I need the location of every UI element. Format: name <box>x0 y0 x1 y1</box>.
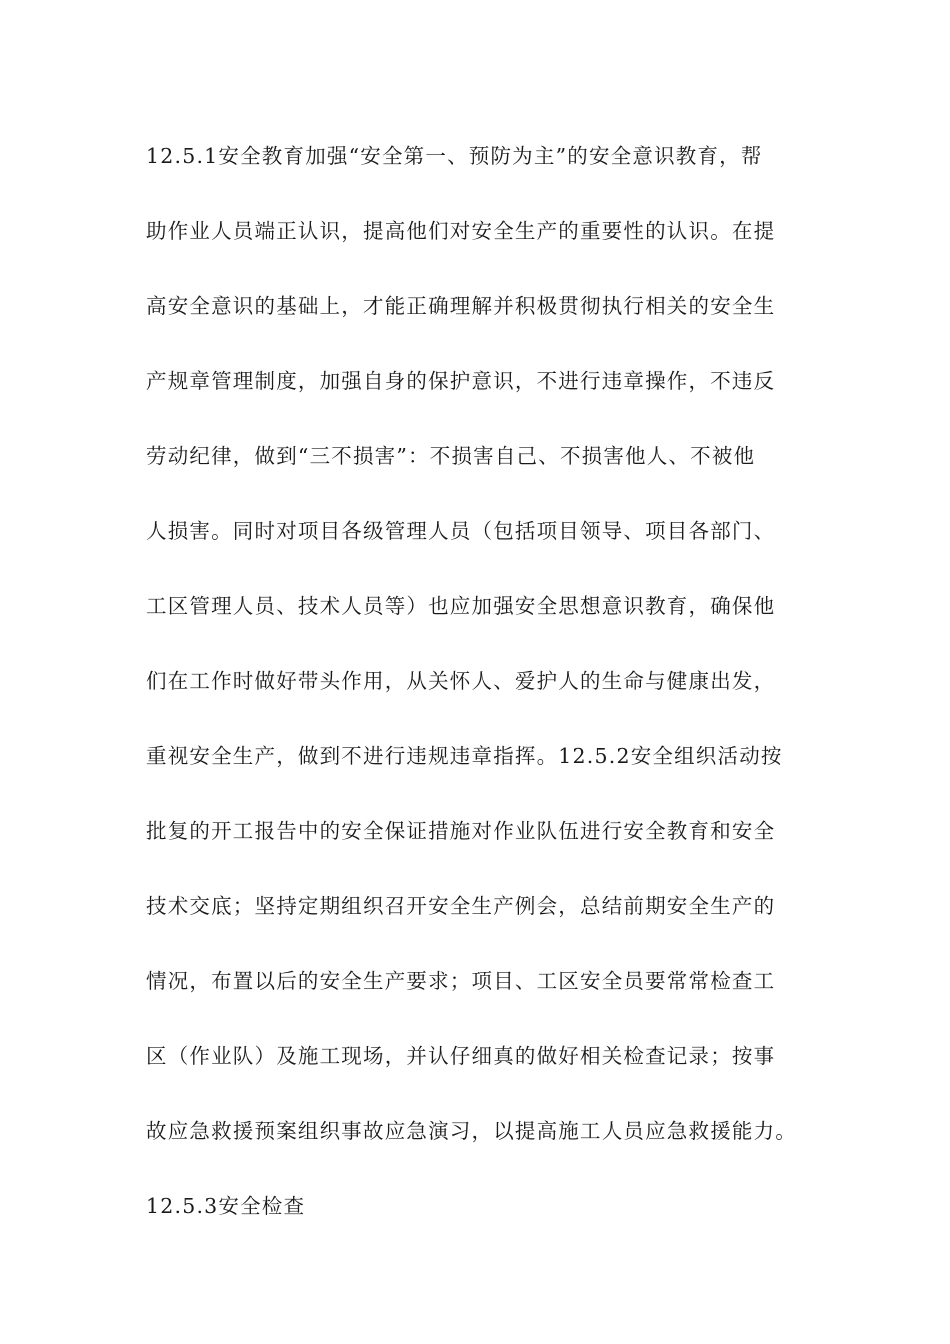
text-line: 助作业人员端正认识，提高他们对安全生产的重要性的认识。在提 <box>146 219 776 243</box>
text-line: 高安全意识的基础上，才能正确理解并积极贯彻执行相关的安全生 <box>146 294 776 318</box>
body-text <box>146 136 806 1261</box>
text-line: 情况，布置以后的安全生产要求；项目、工区安全员要常常检查工 <box>146 969 776 993</box>
text-line: 批复的开工报告中的安全保证措施对作业队伍进行安全教育和安全 <box>146 819 776 843</box>
text-line: 们在工作时做好带头作用，从关怀人、爱护人的生命与健康出发， <box>146 669 776 693</box>
text-line: 工区管理人员、技术人员等）也应加强安全思想意识教育，确保他 <box>146 594 776 618</box>
text-line: 12.5.1安全教育加强“安全第一、预防为主”的安全意识教育，帮 <box>146 144 763 168</box>
text-line: 重视安全生产，做到不进行违规违章指挥。12.5.2安全组织活动按 <box>146 744 783 768</box>
text-line: 区（作业队）及施工现场，并认仔细真的做好相关检查记录；按事 <box>146 1044 776 1068</box>
text-line: 故应急救援预案组织事故应急演习，以提高施工人员应急救援能力。 <box>146 1119 797 1143</box>
text-line: 产规章管理制度，加强自身的保护意识，不进行违章操作，不违反 <box>146 369 776 393</box>
text-line: 技术交底；坚持定期组织召开安全生产例会，总结前期安全生产的 <box>146 894 776 918</box>
text-line: 人损害。同时对项目各级管理人员（包括项目领导、项目各部门、 <box>146 519 776 543</box>
section-heading: 12.5.3安全检查 <box>146 1194 306 1218</box>
text-line: 劳动纪律，做到“三不损害”：不损害自己、不损害他人、不被他 <box>146 444 756 468</box>
